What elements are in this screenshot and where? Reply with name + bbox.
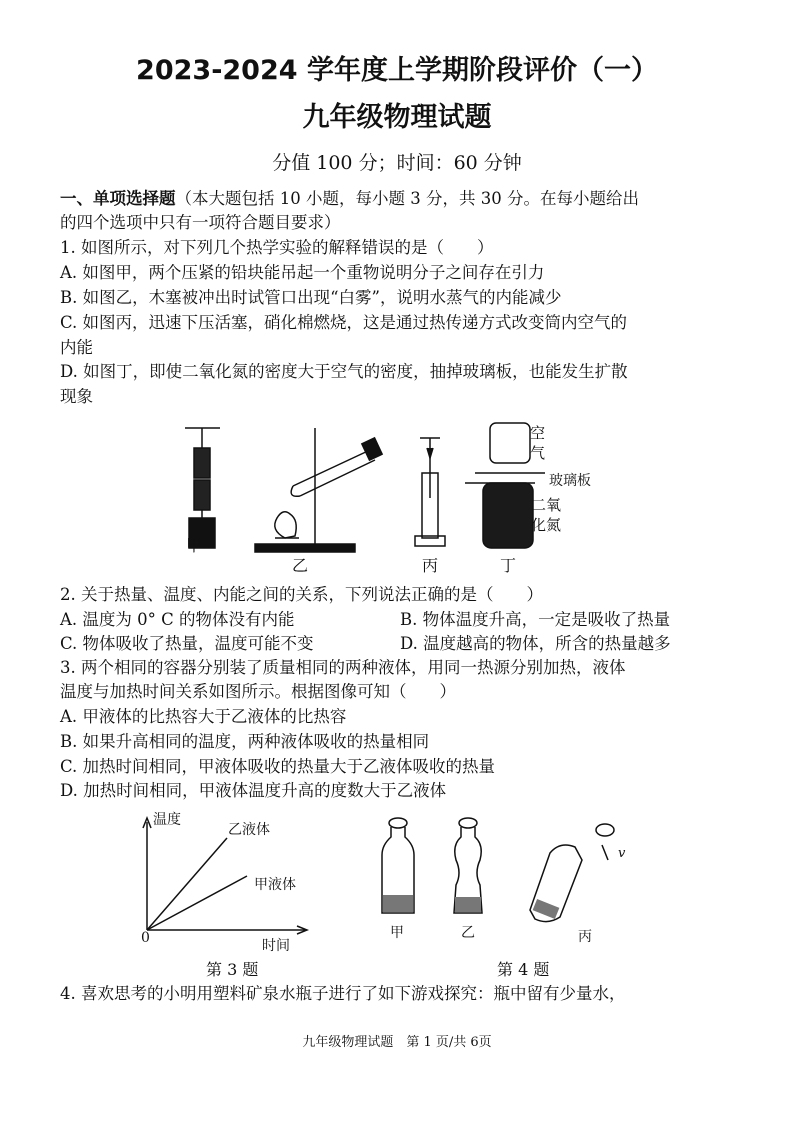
q1-ding-glass: 玻璃板 bbox=[549, 473, 591, 489]
q1-option-b: B. 如图乙，木塞被冲出时试管口出现“白雾”，说明水蒸气的内能减少 bbox=[60, 288, 562, 307]
section1-instructions: （本大题包括 10 小题，每小题 3 分，共 30 分。在每小题给出 bbox=[175, 189, 639, 208]
q4-figures bbox=[370, 815, 640, 930]
section1-heading: 一、单项选择题 bbox=[60, 189, 176, 208]
q3-option-c: C. 加热时间相同，甲液体吸收的热量大于乙液体吸收的热量 bbox=[60, 757, 496, 776]
graph-origin: 0 bbox=[141, 930, 150, 946]
q3-option-d: D. 加热时间相同，甲液体温度升高的度数大于乙液体 bbox=[60, 781, 447, 800]
q2-option-b: B. 物体温度升高，一定是吸收了热量 bbox=[400, 610, 671, 629]
q1-fig-label-yi: 乙 bbox=[292, 556, 309, 575]
bottle-yi bbox=[454, 818, 482, 913]
graph-x-label: 时间 bbox=[262, 938, 290, 954]
series-label-jia: 甲液体 bbox=[254, 877, 296, 893]
q2-option-c: C. 物体吸收了热量，温度可能不变 bbox=[60, 634, 314, 653]
q4-fig-label-yi: 乙 bbox=[461, 925, 475, 941]
q1-option-a: A. 如图甲，两个压紧的铅块能吊起一个重物说明分子之间存在引力 bbox=[60, 263, 545, 282]
q1-stem: 1. 如图所示，对下列几个热学实验的解释错误的是（ ） bbox=[60, 238, 494, 257]
series-line-jia bbox=[147, 876, 247, 930]
q3-stem: 3. 两个相同的容器分别装了质量相同的两种液体，用同一热源分别加热，液体 bbox=[60, 658, 626, 677]
q2-option-a: A. 温度为 0° C 的物体没有内能 bbox=[60, 610, 295, 629]
exam-subtitle: 九年级物理试题 bbox=[302, 102, 492, 133]
q1-option-c-cont: 内能 bbox=[60, 338, 93, 357]
graph-y-label: 温度 bbox=[153, 812, 181, 828]
section1-heading-line bbox=[60, 188, 639, 210]
q1-ding-no2-1: 二氧 bbox=[531, 496, 562, 514]
page-footer: 九年级物理试题 第 1 页/共 6页 bbox=[302, 1035, 492, 1050]
figure-jia-lead-blocks bbox=[185, 428, 220, 548]
q1-fig-label-ding: 丁 bbox=[500, 556, 517, 575]
q3-stem-cont: 温度与加热时间关系如图所示。根据图像可知（ ） bbox=[60, 682, 456, 701]
q1-ding-no2-2: 化氮 bbox=[531, 516, 562, 534]
q4-fig-label-bing: 丙 bbox=[578, 929, 592, 945]
score-time: 分值 100 分；时间：60 分钟 bbox=[272, 152, 522, 174]
q4-fig-label-jia: 甲 bbox=[390, 925, 404, 941]
figure-yi-test-tube bbox=[255, 428, 382, 552]
section1-instructions-2: 的四个选项中只有一项符合题目要求） bbox=[60, 213, 341, 232]
q1-ding-air-2: 气 bbox=[530, 444, 546, 462]
q3-option-b: B. 如果升高相同的温度，两种液体吸收的热量相同 bbox=[60, 732, 430, 751]
bottle-bing bbox=[530, 824, 614, 922]
exam-title: 2023-2024 学年度上学期阶段评价（一） bbox=[136, 55, 658, 86]
q4-fig-label-v: v bbox=[618, 846, 626, 861]
q4-stem: 4. 喜欢思考的小明用塑料矿泉水瓶子进行了如下游戏探究：瓶中留有少量水， bbox=[60, 984, 626, 1003]
q4-caption: 第 4 题 bbox=[497, 960, 550, 979]
series-line-yi bbox=[147, 838, 227, 930]
bottle-jia bbox=[382, 818, 414, 913]
q2-stem: 2. 关于热量、温度、内能之间的关系，下列说法正确的是（ ） bbox=[60, 585, 543, 604]
series-label-yi: 乙液体 bbox=[228, 822, 270, 838]
q1-fig-label-bing: 丙 bbox=[422, 556, 439, 575]
q3-caption: 第 3 题 bbox=[206, 960, 259, 979]
q1-option-d-cont: 现象 bbox=[60, 387, 93, 406]
q1-option-c: C. 如图丙，迅速下压活塞，硝化棉燃烧，这是通过热传递方式改变筒内空气的 bbox=[60, 313, 628, 332]
q1-fig-label-jia: 甲 bbox=[186, 536, 203, 555]
q1-ding-air-1: 空 bbox=[530, 424, 546, 442]
figure-bing-syringe bbox=[415, 438, 445, 546]
q2-option-d: D. 温度越高的物体，所含的热量越多 bbox=[400, 634, 671, 653]
q1-option-d: D. 如图丁，即使二氧化氮的密度大于空气的密度，抽掉玻璃板，也能发生扩散 bbox=[60, 362, 628, 381]
q3-option-a: A. 甲液体的比热容大于乙液体的比热容 bbox=[60, 707, 347, 726]
